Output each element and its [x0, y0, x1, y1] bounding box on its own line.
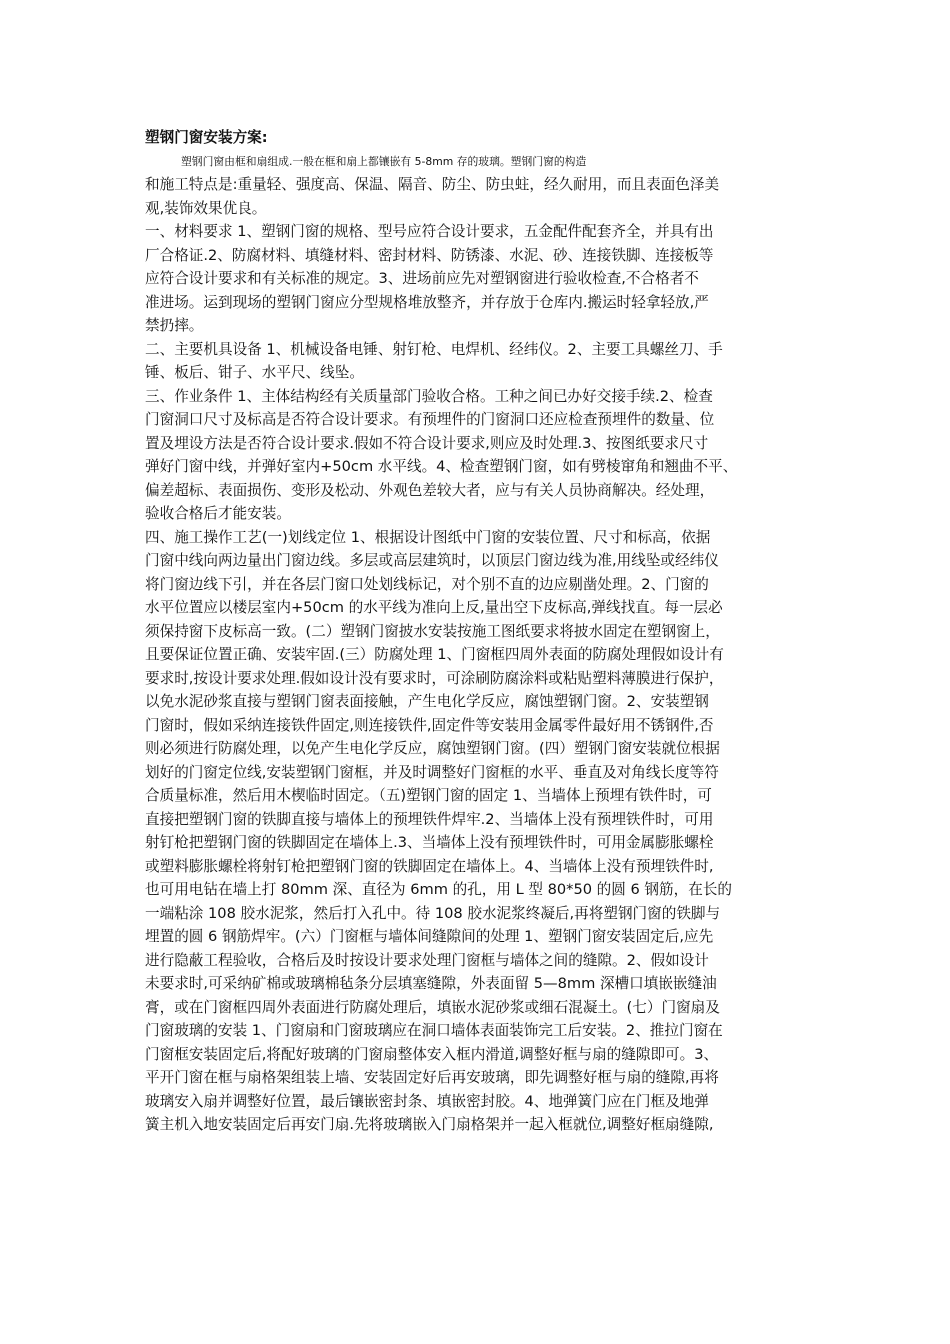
document-title: 塑钢门窗安装方案: [145, 129, 268, 146]
text-line: 四、施工操作工艺(一)划线定位 1、根据设计图纸中门窗的安装位置、尺寸和标高，依据 [145, 528, 711, 546]
text-line: 以免水泥砂浆直接与塑钢门窗表面接触，产生电化学反应，腐蚀塑钢门窗。2、安装塑钢 [145, 693, 709, 710]
text-line: 门窗玻璃的安装 1、门窗扇和门窗玻璃应在洞口墙体表面装饰完工后安装。2、推拉门窗在 [145, 1022, 723, 1039]
text-line: 一、材料要求 1、塑钢门窗的规格、型号应符合设计要求，五金配件配套齐全，并具有出 [145, 223, 714, 240]
text-line: 门窗洞口尺寸及标高是否符合设计要求。有预埋件的门窗洞口还应检查预埋件的数量、位 [145, 411, 715, 428]
text-line: 玻璃安入扇并调整好位置，最后镶嵌密封条、填嵌密封胶。4、地弹簧门应在门框及地弹 [145, 1092, 709, 1110]
text-line: 偏差超标、表面损伤、变形及松动、外观色差较大者，应与有关人员协商解决。经处理， [145, 481, 715, 499]
text-line: 也可用电钻在墙上打 80mm 深、直径为 6mm 的孔，用 L 型 80*50 的圆 6 钢筋，在长的 [145, 881, 732, 898]
text-line: 应符合设计要求和有关标准的规定。3、进场前应先对塑钢窗进行验收检查,不合格者不 [145, 270, 699, 287]
text-line: 塑钢门窗由框和扇组成.一般在框和扇上都镶嵌有 5-8mm 存的玻璃。塑钢门窗的构造 [181, 154, 587, 168]
document-body [145, 150, 825, 1137]
text-line: 水平位置应以楼层室内+50cm 的水平线为准向上反,量出空下皮标高,弹线找直。每一层必 [145, 599, 723, 616]
text-line: 射钉枪把塑钢门窗的铁脚固定在墙体上.3、当墙体上没有预埋铁件时，可用金属膨胀螺栓 [145, 834, 714, 851]
text-line: 未要求时,可采纳矿棉或玻璃棉毡条分层填塞缝隙，外表面留 5—8mm 深槽口填嵌嵌缝油 [145, 975, 717, 992]
text-line: 且要保证位置正确、安装牢固.(三）防腐处理 1、门窗框四周外表面的防腐处理假如设计有 [145, 646, 724, 663]
text-line: 划好的门窗定位线,安装塑钢门窗框，并及时调整好门窗框的水平、垂直及对角线长度等符 [145, 763, 719, 781]
text-line: 验收合格后才能安装。 [145, 505, 291, 522]
text-line: 要求时,按设计要求处理.假如设计没有要求时，可涂刷防腐涂料或粘贴塑料薄膜进行保护， [145, 669, 724, 687]
text-line: 厂合格证.2、防腐材料、填缝材料、密封材料、防锈漆、水泥、砂、连接铁脚、连接板等 [145, 246, 714, 264]
text-line: 则必须进行防腐处理，以免产生电化学反应，腐蚀塑钢门窗。(四）塑钢门窗安装就位根据 [145, 740, 720, 757]
text-line: 直接把塑钢门窗的铁脚直接与墙体上的预埋铁件焊牢.2、当墙体上没有预埋铁件时，可用 [145, 810, 714, 828]
document-page [145, 126, 825, 1137]
text-line: 门窗时，假如采纳连接铁件固定,则连接铁件,固定件等安装用金属零件最好用不锈钢件,否 [145, 716, 714, 734]
text-line: 准进场。运到现场的塑钢门窗应分型规格堆放整齐，并存放于仓库内.搬运时轻拿轻放,严 [145, 293, 709, 311]
text-line: 一端粘涂 108 胶水泥浆，然后打入孔中。待 108 胶水泥浆终凝后,再将塑钢门窗的铁脚与 [145, 904, 721, 922]
text-line: 将门窗边线下引，并在各层门窗口处划线标记，对个别不直的边应剔凿处理。2、门窗的 [145, 575, 709, 593]
text-line: 进行隐蔽工程验收，合格后及时按设计要求处理门窗框与墙体之间的缝隙。2、假如设计 [145, 951, 709, 969]
text-line: 门窗框安装固定后,将配好玻璃的门窗扇整体安入框内滑道,调整好框与扇的缝隙即可。3、 [145, 1045, 719, 1063]
text-line: 观,装饰效果优良。 [145, 199, 267, 217]
text-line: 和施工特点是:重量轻、强度高、保温、隔音、防尘、防虫蛀，经久耐用，而且表面色泽美 [145, 176, 720, 193]
text-line: 二、主要机具设备 1、机械设备电锤、射钉枪、电焊机、经纬仪。2、主要工具螺丝刀、手 [145, 340, 723, 358]
text-line: 膏，或在门窗框四周外表面进行防腐处理后，填嵌水泥砂浆或细石混凝土。(七）门窗扇及 [145, 998, 720, 1016]
text-line: 禁扔摔。 [145, 317, 204, 334]
text-line: 须保持窗下皮标高一致。(二）塑钢门窗披水安装按施工图纸要求将披水固定在塑钢窗上， [145, 622, 720, 640]
text-line: 锤、板后、钳子、水平尺、线坠。 [145, 364, 364, 381]
text-line: 平开门窗在框与扇格架组装上墙、安装固定好后再安玻璃，即先调整好框与扇的缝隙,再将 [145, 1069, 719, 1086]
text-line: 合质量标准，然后用木楔临时固定。（五)塑钢门窗的固定 1、当墙体上预埋有铁件时，可 [145, 787, 712, 804]
text-line: 埋置的圆 6 钢筋焊牢。(六）门窗框与墙体间缝隙间的处理 1、塑钢门窗安装固定后,应先 [145, 928, 714, 945]
text-line: 门窗中线向两边量出门窗边线。多层或高层建筑时，以顶层门窗边线为准,用线坠或经纬仪 [145, 552, 719, 569]
text-line: 置及埋设方法是否符合设计要求.假如不符合设计要求,则应及时处理.3、按图纸要求尺寸 [145, 434, 709, 452]
text-line: 三、作业条件 1、主体结构经有关质量部门验收合格。工种之间已办好交接手续.2、检查 [145, 387, 713, 405]
text-line: 弹好门窗中线，并弹好室内+50cm 水平线。4、检查塑钢门窗，如有劈棱窜角和翘曲不平、 [145, 458, 738, 475]
text-line: 簧主机入地安装固定后再安门扇.先将玻璃嵌入门扇格架并一起入框就位,调整好框扇缝隙, [145, 1116, 714, 1133]
text-line: 或塑料膨胀螺栓将射钉枪把塑钢门窗的铁脚固定在墙体上。4、当墙体上没有预埋铁件时, [145, 857, 714, 875]
